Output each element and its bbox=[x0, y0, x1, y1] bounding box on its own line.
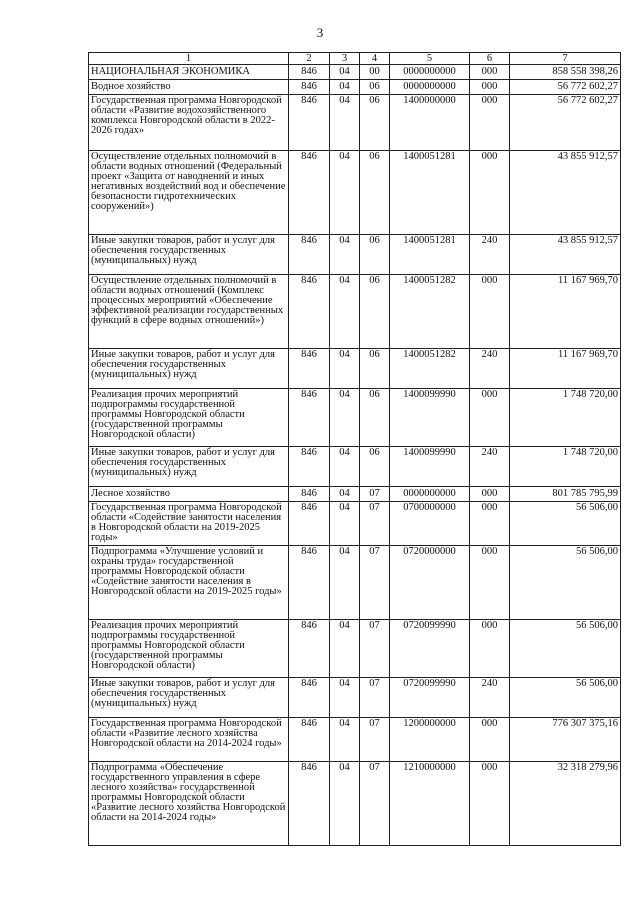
row-amount: 56 506,00 bbox=[510, 502, 621, 546]
row-amount: 801 785 795,99 bbox=[510, 487, 621, 502]
row-code-2: 846 bbox=[289, 349, 330, 389]
row-code-6: 000 bbox=[470, 487, 510, 502]
table-row bbox=[89, 349, 621, 389]
row-code-6: 000 bbox=[470, 151, 510, 235]
row-code-5: 0720099990 bbox=[390, 678, 470, 718]
row-code-4: 06 bbox=[360, 95, 390, 151]
row-code-5: 0700000000 bbox=[390, 502, 470, 546]
row-code-2: 846 bbox=[289, 678, 330, 718]
row-code-5: 1400051282 bbox=[390, 275, 470, 349]
row-code-2: 846 bbox=[289, 275, 330, 349]
row-code-3: 04 bbox=[330, 275, 360, 349]
table-row bbox=[89, 487, 621, 502]
row-code-6: 240 bbox=[470, 447, 510, 487]
row-amount: 776 307 375,16 bbox=[510, 718, 621, 762]
row-code-3: 04 bbox=[330, 487, 360, 502]
row-code-4: 07 bbox=[360, 620, 390, 678]
row-code-6: 000 bbox=[470, 389, 510, 447]
table-row bbox=[89, 65, 621, 80]
header-cell: 3 bbox=[330, 53, 360, 65]
row-code-5: 0720099990 bbox=[390, 620, 470, 678]
table-row bbox=[89, 546, 621, 620]
row-code-6: 000 bbox=[470, 762, 510, 846]
table-row bbox=[89, 620, 621, 678]
header-cell: 7 bbox=[510, 53, 621, 65]
row-code-6: 000 bbox=[470, 502, 510, 546]
table-row bbox=[89, 762, 621, 846]
row-name: Подпрограмма «Обеспечение государственного управления в сфере лесного хозяйства» государственной программы Новгородской области «Развитие лесного хозяйства Новгородской области на 2014-2024 годы» bbox=[89, 762, 289, 846]
row-code-6: 000 bbox=[470, 718, 510, 762]
row-amount: 43 855 912,57 bbox=[510, 151, 621, 235]
table-row bbox=[89, 275, 621, 349]
table-row bbox=[89, 718, 621, 762]
row-code-5: 0000000000 bbox=[390, 65, 470, 80]
row-code-3: 04 bbox=[330, 502, 360, 546]
row-code-2: 846 bbox=[289, 389, 330, 447]
row-amount: 1 748 720,00 bbox=[510, 389, 621, 447]
row-code-2: 846 bbox=[289, 546, 330, 620]
row-amount: 858 558 398,26 bbox=[510, 65, 621, 80]
row-code-3: 04 bbox=[330, 546, 360, 620]
header-cell: 4 bbox=[360, 53, 390, 65]
row-code-5: 1400000000 bbox=[390, 95, 470, 151]
row-code-2: 846 bbox=[289, 487, 330, 502]
row-code-3: 04 bbox=[330, 718, 360, 762]
table-row bbox=[89, 502, 621, 546]
row-amount: 1 748 720,00 bbox=[510, 447, 621, 487]
row-code-2: 846 bbox=[289, 95, 330, 151]
header-cell: 6 bbox=[470, 53, 510, 65]
row-code-4: 06 bbox=[360, 80, 390, 95]
row-code-2: 846 bbox=[289, 80, 330, 95]
row-code-3: 04 bbox=[330, 389, 360, 447]
table-row bbox=[89, 80, 621, 95]
row-code-3: 04 bbox=[330, 678, 360, 718]
row-code-6: 240 bbox=[470, 349, 510, 389]
row-code-3: 04 bbox=[330, 65, 360, 80]
row-code-3: 04 bbox=[330, 349, 360, 389]
table-body bbox=[89, 65, 621, 846]
row-code-4: 06 bbox=[360, 275, 390, 349]
row-amount: 32 318 279,96 bbox=[510, 762, 621, 846]
row-amount: 43 855 912,57 bbox=[510, 235, 621, 275]
row-name: Реализация прочих мероприятий подпрограммы государственной программы Новгородской области (государственной программы Новгородской области) bbox=[89, 389, 289, 447]
row-code-4: 00 bbox=[360, 65, 390, 80]
row-name: Иные закупки товаров, работ и услуг для обеспечения государственных (муниципальных) нужд bbox=[89, 349, 289, 389]
row-code-4: 06 bbox=[360, 389, 390, 447]
table-row bbox=[89, 389, 621, 447]
row-code-6: 000 bbox=[470, 95, 510, 151]
row-code-5: 1400051282 bbox=[390, 349, 470, 389]
row-code-6: 240 bbox=[470, 235, 510, 275]
row-code-4: 06 bbox=[360, 235, 390, 275]
row-code-3: 04 bbox=[330, 447, 360, 487]
row-code-3: 04 bbox=[330, 235, 360, 275]
row-name: Реализация прочих мероприятий подпрограммы государственной программы Новгородской области (государственной программы Новгородской области) bbox=[89, 620, 289, 678]
row-code-3: 04 bbox=[330, 762, 360, 846]
row-code-6: 000 bbox=[470, 546, 510, 620]
row-code-3: 04 bbox=[330, 80, 360, 95]
row-name: Лесное хозяйство bbox=[89, 487, 289, 502]
row-name: Осуществление отдельных полномочий в области водных отношений (Комплекс процессных мероприятий «Обеспечение эффективной реализации государственных функций в сфере водных отношений») bbox=[89, 275, 289, 349]
header-cell: 5 bbox=[390, 53, 470, 65]
row-code-2: 846 bbox=[289, 620, 330, 678]
row-code-2: 846 bbox=[289, 447, 330, 487]
row-code-5: 1400099990 bbox=[390, 447, 470, 487]
row-name: Государственная программа Новгородской области «Содействие занятости населения в Новгородской области на 2019-2025 годы» bbox=[89, 502, 289, 546]
row-code-4: 07 bbox=[360, 762, 390, 846]
page-number: 3 bbox=[316, 25, 324, 40]
row-code-6: 240 bbox=[470, 678, 510, 718]
row-code-6: 000 bbox=[470, 65, 510, 80]
row-code-2: 846 bbox=[289, 502, 330, 546]
row-code-5: 0720000000 bbox=[390, 546, 470, 620]
row-code-4: 07 bbox=[360, 718, 390, 762]
row-name: Государственная программа Новгородской области «Развитие лесного хозяйства Новгородской области на 2014-2024 годы» bbox=[89, 718, 289, 762]
row-name: Иные закупки товаров, работ и услуг для обеспечения государственных (муниципальных) нужд bbox=[89, 678, 289, 718]
row-code-4: 06 bbox=[360, 349, 390, 389]
row-amount: 56 772 602,27 bbox=[510, 95, 621, 151]
table-row bbox=[89, 678, 621, 718]
row-amount: 11 167 969,70 bbox=[510, 275, 621, 349]
row-code-3: 04 bbox=[330, 620, 360, 678]
row-code-4: 07 bbox=[360, 487, 390, 502]
table-row bbox=[89, 447, 621, 487]
table-row bbox=[89, 151, 621, 235]
row-code-5: 0000000000 bbox=[390, 80, 470, 95]
header-row bbox=[89, 53, 621, 65]
row-name: НАЦИОНАЛЬНАЯ ЭКОНОМИКА bbox=[89, 65, 289, 80]
row-name: Подпрограмма «Улучшение условий и охраны труда» государственной программы Новгородской области «Содействие занятости населения в Новгородской области на 2019-2025 годы» bbox=[89, 546, 289, 620]
row-code-4: 06 bbox=[360, 151, 390, 235]
row-code-5: 0000000000 bbox=[390, 487, 470, 502]
row-amount: 56 506,00 bbox=[510, 546, 621, 620]
row-amount: 56 506,00 bbox=[510, 620, 621, 678]
row-code-4: 07 bbox=[360, 678, 390, 718]
row-code-3: 04 bbox=[330, 151, 360, 235]
row-name: Государственная программа Новгородской области «Развитие водохозяйственного комплекса Новгородской области в 2022-2026 годах» bbox=[89, 95, 289, 151]
row-code-2: 846 bbox=[289, 718, 330, 762]
row-code-5: 1210000000 bbox=[390, 762, 470, 846]
row-code-2: 846 bbox=[289, 235, 330, 275]
row-code-5: 1400099990 bbox=[390, 389, 470, 447]
header-cell: 1 bbox=[89, 53, 289, 65]
row-amount: 11 167 969,70 bbox=[510, 349, 621, 389]
row-code-6: 000 bbox=[470, 620, 510, 678]
row-code-3: 04 bbox=[330, 95, 360, 151]
table-row bbox=[89, 95, 621, 151]
row-code-5: 1400051281 bbox=[390, 235, 470, 275]
row-name: Водное хозяйство bbox=[89, 80, 289, 95]
header-cell: 2 bbox=[289, 53, 330, 65]
row-code-5: 1400051281 bbox=[390, 151, 470, 235]
row-code-6: 000 bbox=[470, 275, 510, 349]
row-code-2: 846 bbox=[289, 151, 330, 235]
table-row bbox=[89, 235, 621, 275]
row-name: Осуществление отдельных полномочий в области водных отношений (Федеральный проект «Защита от наводнений и иных негативных воздействий вод и обеспечение безопасности гидротехнических сооружений») bbox=[89, 151, 289, 235]
budget-table bbox=[88, 52, 621, 846]
row-code-5: 1200000000 bbox=[390, 718, 470, 762]
row-code-2: 846 bbox=[289, 65, 330, 80]
row-code-2: 846 bbox=[289, 762, 330, 846]
row-code-4: 06 bbox=[360, 447, 390, 487]
row-code-4: 07 bbox=[360, 502, 390, 546]
row-name: Иные закупки товаров, работ и услуг для обеспечения государственных (муниципальных) нужд bbox=[89, 235, 289, 275]
row-code-6: 000 bbox=[470, 80, 510, 95]
row-amount: 56 772 602,27 bbox=[510, 80, 621, 95]
row-code-4: 07 bbox=[360, 546, 390, 620]
row-name: Иные закупки товаров, работ и услуг для обеспечения государственных (муниципальных) нужд bbox=[89, 447, 289, 487]
row-amount: 56 506,00 bbox=[510, 678, 621, 718]
